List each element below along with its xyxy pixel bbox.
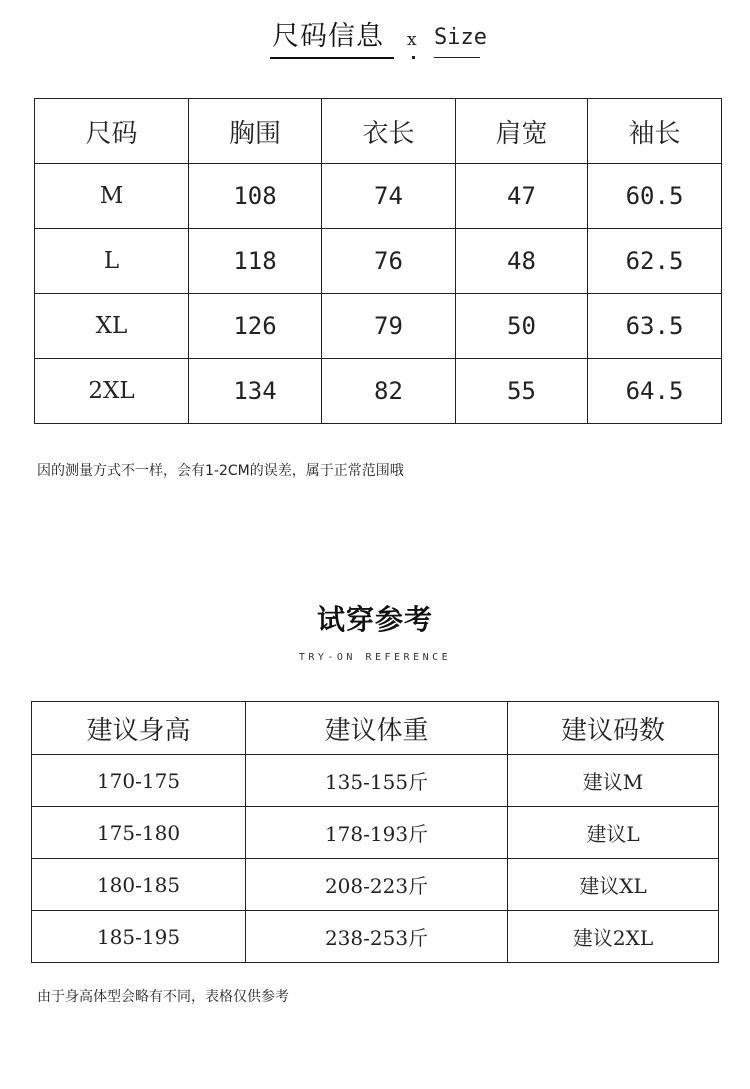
header-height: 建议身高 — [32, 702, 246, 755]
table-row — [32, 911, 719, 963]
measurement-note: 因的测量方式不一样，会有1-2CM的误差，属于正常范围哦 — [37, 463, 404, 479]
size-cell: XL — [35, 294, 189, 359]
size-cell: 2XL — [35, 359, 189, 424]
shoulder-cell: 55 — [456, 359, 588, 424]
recommended-size-cell: 建议M — [508, 755, 719, 807]
chest-cell: 108 — [189, 164, 322, 229]
table-row — [35, 229, 722, 294]
height-cell: 170-175 — [32, 755, 246, 807]
size-cell: M — [35, 164, 189, 229]
shoulder-cell: 50 — [456, 294, 588, 359]
size-table-header-row — [35, 99, 722, 164]
length-cell: 82 — [322, 359, 456, 424]
tryon-table — [31, 701, 719, 963]
sleeve-cell: 64.5 — [588, 359, 722, 424]
tryon-table-header-row — [32, 702, 719, 755]
title-en-underline — [434, 57, 480, 58]
sleeve-cell: 62.5 — [588, 229, 722, 294]
table-row — [32, 755, 719, 807]
table-row — [35, 294, 722, 359]
table-row — [35, 359, 722, 424]
title-separator-x: x — [407, 30, 417, 50]
size-info-header — [0, 18, 750, 62]
height-cell: 180-185 — [32, 859, 246, 911]
sleeve-cell: 63.5 — [588, 294, 722, 359]
recommended-size-cell: 建议XL — [508, 859, 719, 911]
length-cell: 79 — [322, 294, 456, 359]
table-row — [35, 164, 722, 229]
shoulder-cell: 47 — [456, 164, 588, 229]
weight-cell: 135-155斤 — [246, 755, 508, 807]
height-cell: 185-195 — [32, 911, 246, 963]
size-info-title-en: Size — [434, 25, 487, 50]
recommended-size-cell: 建议L — [508, 807, 719, 859]
header-weight: 建议体重 — [246, 702, 508, 755]
length-cell: 74 — [322, 164, 456, 229]
size-cell: L — [35, 229, 189, 294]
shoulder-cell: 48 — [456, 229, 588, 294]
header-recommended-size: 建议码数 — [508, 702, 719, 755]
sleeve-cell: 60.5 — [588, 164, 722, 229]
height-cell: 175-180 — [32, 807, 246, 859]
tryon-title: 试穿参考 — [316, 603, 433, 636]
title-underline — [270, 57, 394, 59]
weight-cell: 178-193斤 — [246, 807, 508, 859]
separator-dot — [412, 56, 415, 59]
chest-cell: 118 — [189, 229, 322, 294]
weight-cell: 208-223斤 — [246, 859, 508, 911]
weight-cell: 238-253斤 — [246, 911, 508, 963]
header-size: 尺码 — [35, 99, 189, 164]
header-sleeve: 袖长 — [588, 99, 722, 164]
chest-cell: 134 — [189, 359, 322, 424]
length-cell: 76 — [322, 229, 456, 294]
chest-cell: 126 — [189, 294, 322, 359]
header-shoulder: 肩宽 — [456, 99, 588, 164]
header-chest: 胸围 — [189, 99, 322, 164]
recommended-size-cell: 建议2XL — [508, 911, 719, 963]
table-row — [32, 807, 719, 859]
size-info-title: 尺码信息 — [272, 21, 384, 52]
table-row — [32, 859, 719, 911]
size-table — [34, 98, 722, 424]
tryon-note: 由于身高体型会略有不同，表格仅供参考 — [37, 989, 289, 1005]
header-length: 衣长 — [322, 99, 456, 164]
tryon-subtitle: TRY-ON REFERENCE — [298, 652, 452, 663]
